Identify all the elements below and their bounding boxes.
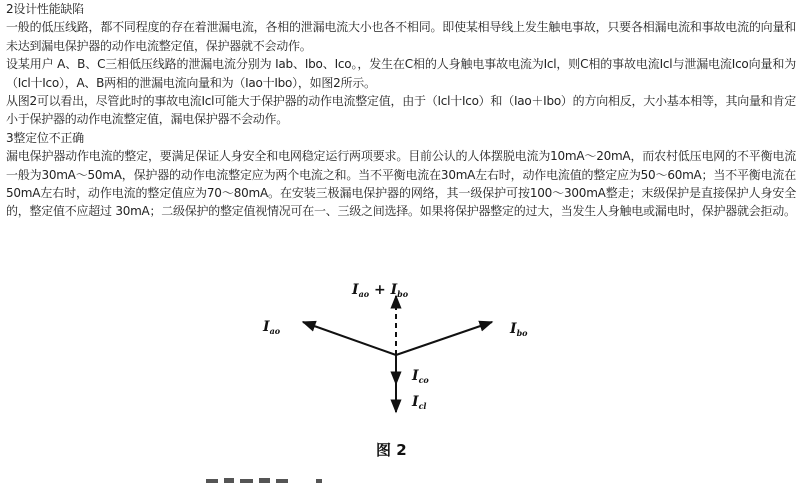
vector-ibo xyxy=(396,322,492,355)
vector-diagram xyxy=(0,272,800,483)
label-iao-plus-ibo: $I_{ao} + I_{bo}$ xyxy=(352,282,409,299)
label-ico: $I_{co}$ xyxy=(412,368,429,385)
cutoff-text-fragment xyxy=(206,478,322,483)
label-iao: $I_{ao}$ xyxy=(263,319,281,336)
heading-design-defect: 2设计性能缺陷 xyxy=(6,2,84,16)
vector-iao xyxy=(303,322,396,355)
label-ibo: $I_{bo}$ xyxy=(510,321,528,338)
heading-incorrect-setting: 3整定位不正确 xyxy=(6,130,84,145)
figure-2 xyxy=(0,272,800,483)
paragraph-three-phase-leakage: 设某用户 A、B、C三相低压线路的泄漏电流分别为 Iab、Ibo、Ico。，发生在C相的人身触电事故电流为Icl，则C相的事故电流Icl与泄漏电流Ico向量和为（Icl十Ico），A、B两相的泄漏电流向量和为（Iao十Ibo），如图2所示。 xyxy=(6,57,796,90)
paragraph-current-setting: 漏电保护器动作电流的整定，要满足保证人身安全和电网稳定运行两项要求。目前公认的人体摆脱电流为10mA～20mA，而农村低压电网的不平衡电流一般为30mA～50mA，保护器的动作电流整定应为两个电流之和。当不平衡电流在30mA左右时，动作电流值的整定应为50～60mA；当不平衡电流在50mA左右时，动作电流的整定值应为70～80mA。在安装三极漏电保护器的网络，其一级保护可按100～300mA整走；末级保护是直接保护人身安全的，整定值不应超过 30mA；二级保护的整定值视情况可在一、三级之间选择。如果将保护器整定的过大，当发生人身触电或漏电时，保护器就会拒动。 xyxy=(6,149,796,219)
article-body xyxy=(6,0,796,221)
label-icl: $I_{cl}$ xyxy=(412,394,427,411)
paragraph-figure-analysis: 从图2可以看出，尽管此时的事故电流Icl可能大于保护器的动作电流整定值，由于（Icl十Ico）和（Iao＋Ibo）的方向相反，大小基本相等，其向量和肯定小于保护器的动作电流整定值，漏电保护器不会动作。 xyxy=(6,94,796,127)
figure-caption: 图 2 xyxy=(376,441,407,459)
paragraph-leakage-current: 一般的低压线路，都不同程度的存在着泄漏电流，各相的泄漏电流大小也各不相同。即使某相导线上发生触电事故，只要各相漏电流和事故电流的向量和未达到漏电保护器的动作电流整定值，保护器就不会动作。 xyxy=(6,20,796,53)
